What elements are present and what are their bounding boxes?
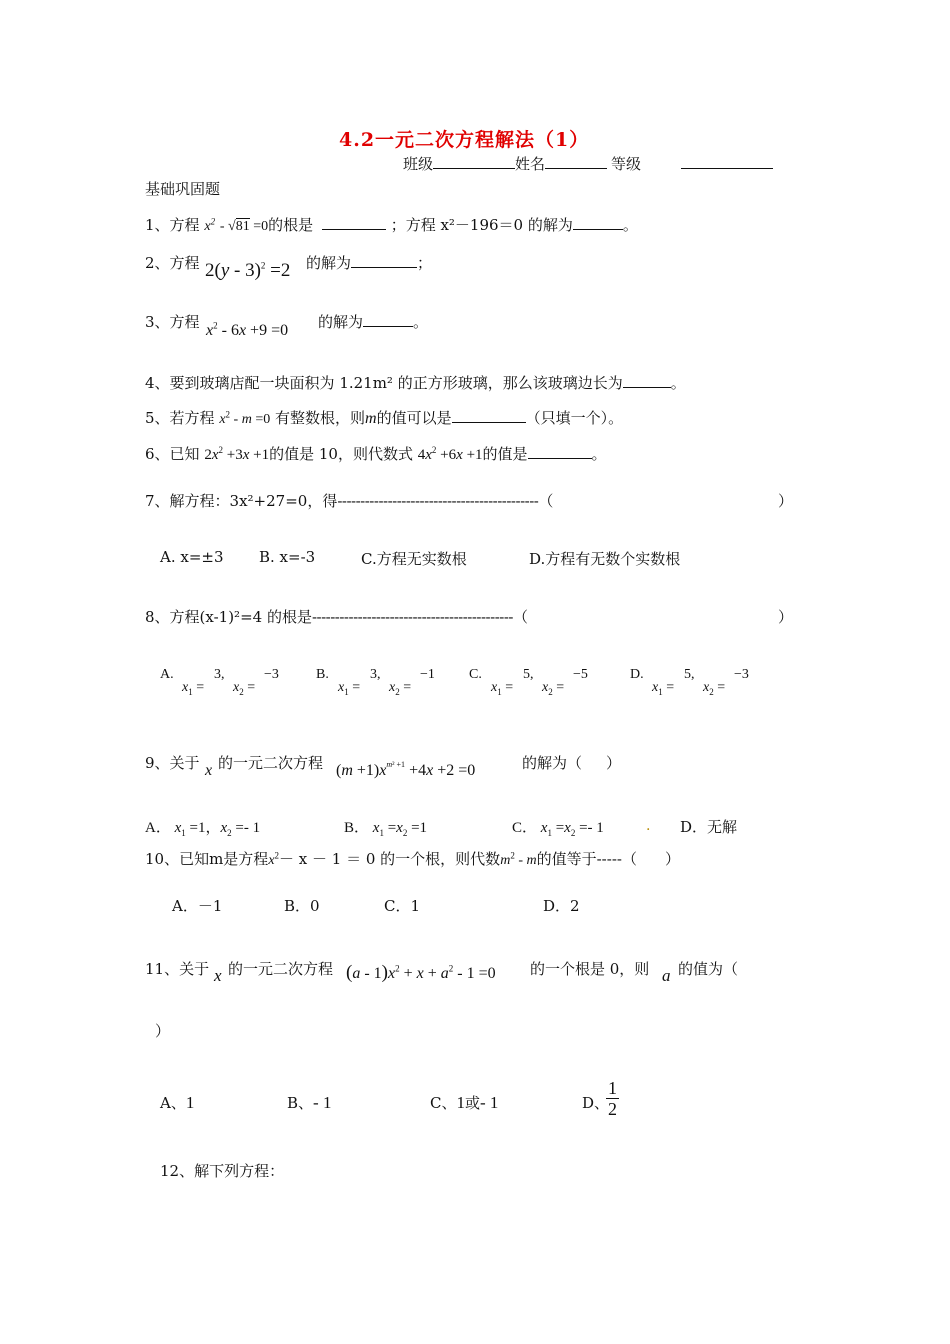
q8-option-c[interactable]: C. $x_1$ = 5, $x_2$ = −5 <box>469 667 588 697</box>
q3-blank[interactable] <box>363 313 413 327</box>
q8-option-d[interactable]: D. $x_1$ = 5, $x_2$ = −3 <box>630 667 749 697</box>
q7-option-c[interactable]: C.方程无实数根 <box>361 550 467 568</box>
question-3: 3、方程 <box>145 313 200 331</box>
q11-option-a[interactable]: A、1 <box>160 1093 195 1112</box>
q9-option-a[interactable]: A． $x_1 =1$，$x_2 =- 1$ <box>145 820 261 838</box>
q9-option-b[interactable]: B． $x_1 =x_2 =1$ <box>344 820 428 838</box>
q11-option-d[interactable]: D、 <box>582 1094 610 1112</box>
class-field[interactable] <box>433 155 515 169</box>
q11-text-mid: 的一元二次方程 <box>228 960 334 978</box>
q1-blank-2[interactable] <box>573 216 623 230</box>
q9-option-c[interactable]: C． $x_1 =x_2 =- 1$ <box>512 820 604 838</box>
q11-text-tail: 的一个根是 0，则 <box>530 960 650 978</box>
q7-answer-paren: ） <box>778 492 794 510</box>
question-11: 11、关于 <box>145 960 210 978</box>
class-label: 班级 <box>403 155 434 173</box>
q11-answer-paren: ） <box>155 1022 171 1040</box>
section-heading: 基础巩固题 <box>145 180 221 198</box>
q11-var-a: a <box>662 966 671 985</box>
q7-option-d[interactable]: D.方程有无数个实数根 <box>529 550 681 568</box>
q5-blank[interactable] <box>452 409 526 423</box>
q3-equation: $x^2 - 6x +9 =0$ <box>206 320 289 339</box>
q9-text-mid: 的一元二次方程 <box>218 754 324 772</box>
stray-mark: . <box>646 818 651 834</box>
q1-blank-1[interactable] <box>322 216 386 230</box>
q2-blank[interactable] <box>351 254 417 268</box>
q9-option-d[interactable]: D．无解 <box>680 818 738 836</box>
name-field[interactable] <box>545 155 607 169</box>
q8-option-a[interactable]: A. $x_1$ = 3, $x_2$ = −3 <box>160 667 279 697</box>
question-9: 9、关于 <box>145 754 200 772</box>
q11-var-x: x <box>214 966 222 985</box>
question-6: 6、已知 $2x^2 +3x +1$的值是 10，则代数式 $4x^2 +6x +1$的值是 。 <box>145 445 607 463</box>
q11-tail: 的值为（ <box>678 960 739 978</box>
q2-equation: 2(y - 3)$^2$ =2 <box>205 260 291 281</box>
q2-tail: 的解为 ； <box>306 254 433 272</box>
q10-option-a[interactable]: A．－1 <box>172 897 223 915</box>
q10-option-b[interactable]: B．0 <box>284 897 320 915</box>
q11-option-c[interactable]: C、1或- 1 <box>430 1093 499 1112</box>
grade-label: 等级 <box>611 155 642 173</box>
question-12: 12、解下列方程： <box>160 1162 285 1180</box>
q4-blank[interactable] <box>623 374 671 388</box>
q8-option-b[interactable]: B. $x_1$ = 3, $x_2$ = −1 <box>316 667 435 697</box>
question-5: 5、若方程 $x^2 - m =0$ 有整数根，则m的值可以是 （只填一个）。 <box>145 409 624 427</box>
q7-option-a[interactable]: A. x=±3 <box>160 548 224 566</box>
question-1: 1、方程 $x^2 - √81 =0$的根是 ；方程 x²－196＝0 的解为 。 <box>145 216 638 234</box>
question-10: 10、已知m是方程$x^2- x - 1 = 0$ 的一个根，则代数$m^2$ - m的值等于-----（ ） <box>145 850 680 868</box>
q8-answer-paren: ） <box>778 608 794 626</box>
name-label: 姓名 <box>515 155 546 173</box>
header-info <box>403 153 773 174</box>
q3-tail: 的解为 。 <box>318 313 429 331</box>
q6-blank[interactable] <box>528 445 592 459</box>
q9-equation: $(m +1)x^{m^2 +1} +4x +2 =0$ <box>336 760 476 779</box>
question-7: 7、解方程：3x²+27=0，得--------------------------------------------（ <box>145 492 554 510</box>
question-2: 2、方程 <box>145 254 200 272</box>
q10-option-c[interactable]: C．1 <box>384 897 421 915</box>
q9-var-x: x <box>205 762 213 779</box>
grade-field[interactable] <box>681 155 773 169</box>
question-4: 4、要到玻璃店配一块面积为 1.21m² 的正方形玻璃，那么该玻璃边长为 。 <box>145 374 686 392</box>
page-title: 4.2一元二次方程解法（1） <box>339 129 590 151</box>
q10-option-d[interactable]: D．2 <box>543 897 580 915</box>
q11-fraction-half: $\frac{1}{2}$ <box>608 1078 617 1119</box>
q7-option-b[interactable]: B. x=-3 <box>259 548 316 566</box>
q11-equation: $(a - 1)x^2 + x + a^2 - 1 =0$ <box>346 962 496 983</box>
q11-option-b[interactable]: B、- 1 <box>287 1093 332 1112</box>
q9-tail: 的解为（ ） <box>522 754 622 772</box>
question-8: 8、方程(x-1)²=4 的根是--------------------------------------------（ <box>145 608 528 626</box>
